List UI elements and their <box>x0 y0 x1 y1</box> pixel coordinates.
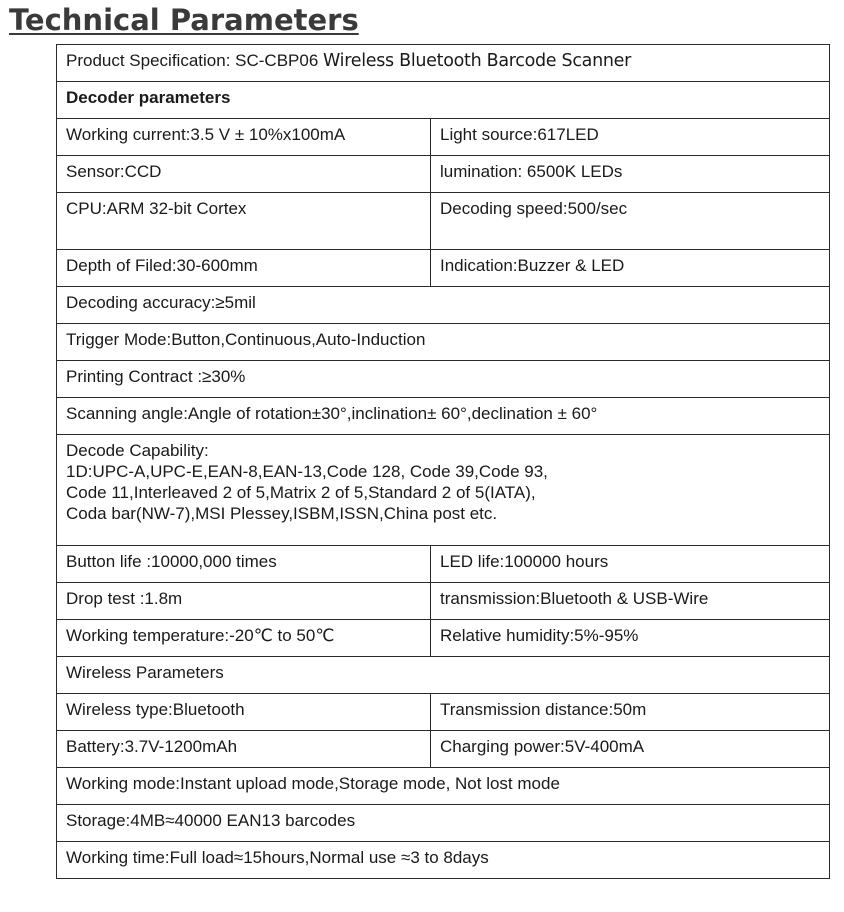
wireless-parameters-heading: Wireless Parameters <box>57 657 830 694</box>
decoder-parameters-heading: Decoder parameters <box>57 82 830 119</box>
table-row <box>57 620 830 657</box>
spec-table <box>56 44 830 879</box>
storage-cell: Storage:4MB≈40000 EAN13 barcodes <box>57 805 830 842</box>
decoding-accuracy-cell: Decoding accuracy:≥5mil <box>57 287 830 324</box>
wireless-type-cell: Wireless type:Bluetooth <box>57 694 431 731</box>
decode-capability-cell <box>57 435 830 546</box>
table-row <box>57 546 830 583</box>
cpu-cell: CPU:ARM 32-bit Cortex <box>57 193 431 250</box>
product-specification-cell <box>57 45 830 82</box>
relative-humidity-cell: Relative humidity:5%-95% <box>431 620 830 657</box>
working-time-cell: Working time:Full load≈15hours,Normal use ≈3 to 8days <box>57 842 830 879</box>
transmission-cell: transmission:Bluetooth & USB-Wire <box>431 583 830 620</box>
table-row <box>57 583 830 620</box>
decode-capability-line: Code 11,Interleaved 2 of 5,Matrix 2 of 5,Standard 2 of 5(IATA), <box>66 483 536 502</box>
table-row <box>57 657 830 694</box>
page-title: Technical Parameters <box>9 3 359 37</box>
sensor-cell: Sensor:CCD <box>57 156 431 193</box>
product-spec-label: Product Specification: SC-CBP06 <box>66 51 319 70</box>
working-temperature-cell: Working temperature:-20℃ to 50℃ <box>57 620 431 657</box>
drop-test-cell: Drop test :1.8m <box>57 583 431 620</box>
table-row <box>57 805 830 842</box>
product-name: Wireless Bluetooth Barcode Scanner <box>323 51 632 71</box>
table-row <box>57 768 830 805</box>
table-row <box>57 193 830 250</box>
table-row <box>57 842 830 879</box>
table-row <box>57 361 830 398</box>
table-row <box>57 694 830 731</box>
decode-capability-line: 1D:UPC-A,UPC-E,EAN-8,EAN-13,Code 128, Code 39,Code 93, <box>66 462 548 481</box>
table-row <box>57 45 830 82</box>
table-row <box>57 324 830 361</box>
trigger-mode-cell: Trigger Mode:Button,Continuous,Auto-Induction <box>57 324 830 361</box>
table-row <box>57 731 830 768</box>
table-row <box>57 287 830 324</box>
depth-of-field-cell: Depth of Filed:30-600mm <box>57 250 431 287</box>
indication-cell: Indication:Buzzer & LED <box>431 250 830 287</box>
decoding-speed-cell: Decoding speed:500/sec <box>431 193 830 250</box>
charging-power-cell: Charging power:5V-400mA <box>431 731 830 768</box>
working-mode-cell: Working mode:Instant upload mode,Storage mode, Not lost mode <box>57 768 830 805</box>
led-life-cell: LED life:100000 hours <box>431 546 830 583</box>
table-row <box>57 82 830 119</box>
decode-capability-line: Coda bar(NW-7),MSI Plessey,ISBM,ISSN,China post etc. <box>66 504 498 523</box>
table-row <box>57 435 830 546</box>
scanning-angle-cell: Scanning angle:Angle of rotation±30°,inclination± 60°,declination ± 60° <box>57 398 830 435</box>
decode-capability-line: Decode Capability: <box>66 441 209 460</box>
transmission-distance-cell: Transmission distance:50m <box>431 694 830 731</box>
button-life-cell: Button life :10000,000 times <box>57 546 431 583</box>
table-row <box>57 250 830 287</box>
light-source-cell: Light source:617LED <box>431 119 830 156</box>
working-current-cell: Working current:3.5 V ± 10%x100mA <box>57 119 431 156</box>
battery-cell: Battery:3.7V-1200mAh <box>57 731 431 768</box>
table-row <box>57 156 830 193</box>
table-row <box>57 398 830 435</box>
lumination-cell: lumination: 6500K LEDs <box>431 156 830 193</box>
table-row <box>57 119 830 156</box>
printing-contrast-cell: Printing Contract :≥30% <box>57 361 830 398</box>
